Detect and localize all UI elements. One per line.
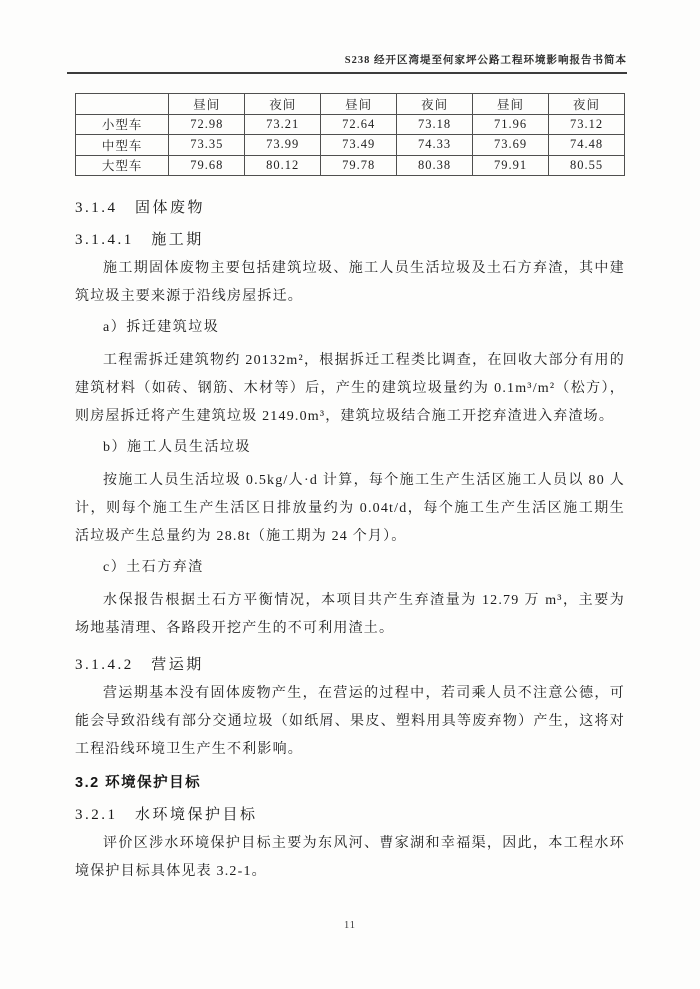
list-item-b-heading: b）施工人员生活垃圾 xyxy=(103,440,251,455)
paragraph: 水保报告根据土石方平衡情况，本项目共产生弃渣量为 12.79 万 m³，主要为场地基清理、各路段开挖产生的不可利用渣土。 xyxy=(75,593,625,636)
section-heading-3-1-4-2: 3.1.4.2 营运期 xyxy=(75,657,204,673)
list-item-c-heading: c）土石方弃渣 xyxy=(103,560,204,575)
table-cell: 73.69 xyxy=(473,135,549,156)
paragraph: 评价区涉水环境保护目标主要为东风河、曹家湖和幸福渠，因此，本工程水环境保护目标具体见表 3.2-1。 xyxy=(75,836,625,879)
table-cell: 73.35 xyxy=(169,135,245,156)
table-cell: 73.49 xyxy=(321,135,397,156)
report-title: S238 经开区湾堤至何家坪公路工程环境影响报告书简本 xyxy=(344,55,627,66)
paragraph: 施工期固体废物主要包括建筑垃圾、施工人员生活垃圾及土石方弃渣，其中建筑垃圾主要来源于沿线房屋拆迁。 xyxy=(75,261,625,304)
section-heading-3-1-4: 3.1.4 固体废物 xyxy=(75,200,206,216)
table-cell: 73.99 xyxy=(245,135,321,156)
table-row xyxy=(76,135,625,156)
column-header: 昼间 xyxy=(169,94,245,115)
table-cell: 79.78 xyxy=(321,155,397,176)
section-heading-3-2: 3.2 环境保护目标 xyxy=(75,775,202,791)
section-heading-3-2-1: 3.2.1 水环境保护目标 xyxy=(75,807,258,823)
table-cell: 80.12 xyxy=(245,155,321,176)
table-cell: 80.55 xyxy=(549,155,625,176)
table-corner-cell xyxy=(76,94,169,115)
table-cell: 80.38 xyxy=(397,155,473,176)
table-cell: 79.91 xyxy=(473,155,549,176)
paragraph: 营运期基本没有固体废物产生，在营运的过程中，若司乘人员不注意公德，可能会导致沿线有部分交通垃圾（如纸屑、果皮、塑料用具等废弃物）产生，这将对工程沿线环境卫生产生不利影响。 xyxy=(75,686,625,757)
page-body xyxy=(75,93,625,886)
column-header: 昼间 xyxy=(321,94,397,115)
table-row xyxy=(76,155,625,176)
table-cell: 74.33 xyxy=(397,135,473,156)
table-cell: 72.64 xyxy=(321,114,397,135)
section-heading-3-1-4-1: 3.1.4.1 施工期 xyxy=(75,232,204,248)
table-cell: 79.68 xyxy=(169,155,245,176)
page-footer xyxy=(0,920,700,931)
row-label: 中型车 xyxy=(76,135,169,156)
table-cell: 73.12 xyxy=(549,114,625,135)
table-cell: 71.96 xyxy=(473,114,549,135)
vehicle-noise-table xyxy=(75,93,625,176)
row-label: 小型车 xyxy=(76,114,169,135)
column-header: 夜间 xyxy=(549,94,625,115)
table-cell: 73.21 xyxy=(245,114,321,135)
table-row xyxy=(76,114,625,135)
page-header xyxy=(67,52,627,74)
table-header-row xyxy=(76,94,625,115)
column-header: 昼间 xyxy=(473,94,549,115)
column-header: 夜间 xyxy=(397,94,473,115)
paragraph: 工程需拆迁建筑物约 20132m²，根据拆迁工程类比调查，在回收大部分有用的建筑材料（如砖、钢筋、木材等）后，产生的建筑垃圾量约为 0.1m³/m²（松方），则房屋拆迁将产生建筑垃圾 2149.0m³，建筑垃圾结合施工开挖弃渣进入弃渣场。 xyxy=(75,353,625,424)
paragraph: 按施工人员生活垃圾 0.5kg/人·d 计算，每个施工生产生活区施工人员以 80 人计，则每个施工生产生活区日排放量约为 0.04t/d，每个施工生产生活区施工期生活垃圾产生总量约为 28.8t（施工期为 24 个月）。 xyxy=(75,473,625,544)
column-header: 夜间 xyxy=(245,94,321,115)
table-cell: 73.18 xyxy=(397,114,473,135)
table-cell: 72.98 xyxy=(169,114,245,135)
list-item-a-heading: a）拆迁建筑垃圾 xyxy=(103,320,220,335)
page-number: 11 xyxy=(343,920,357,931)
row-label: 大型车 xyxy=(76,155,169,176)
table-cell: 74.48 xyxy=(549,135,625,156)
